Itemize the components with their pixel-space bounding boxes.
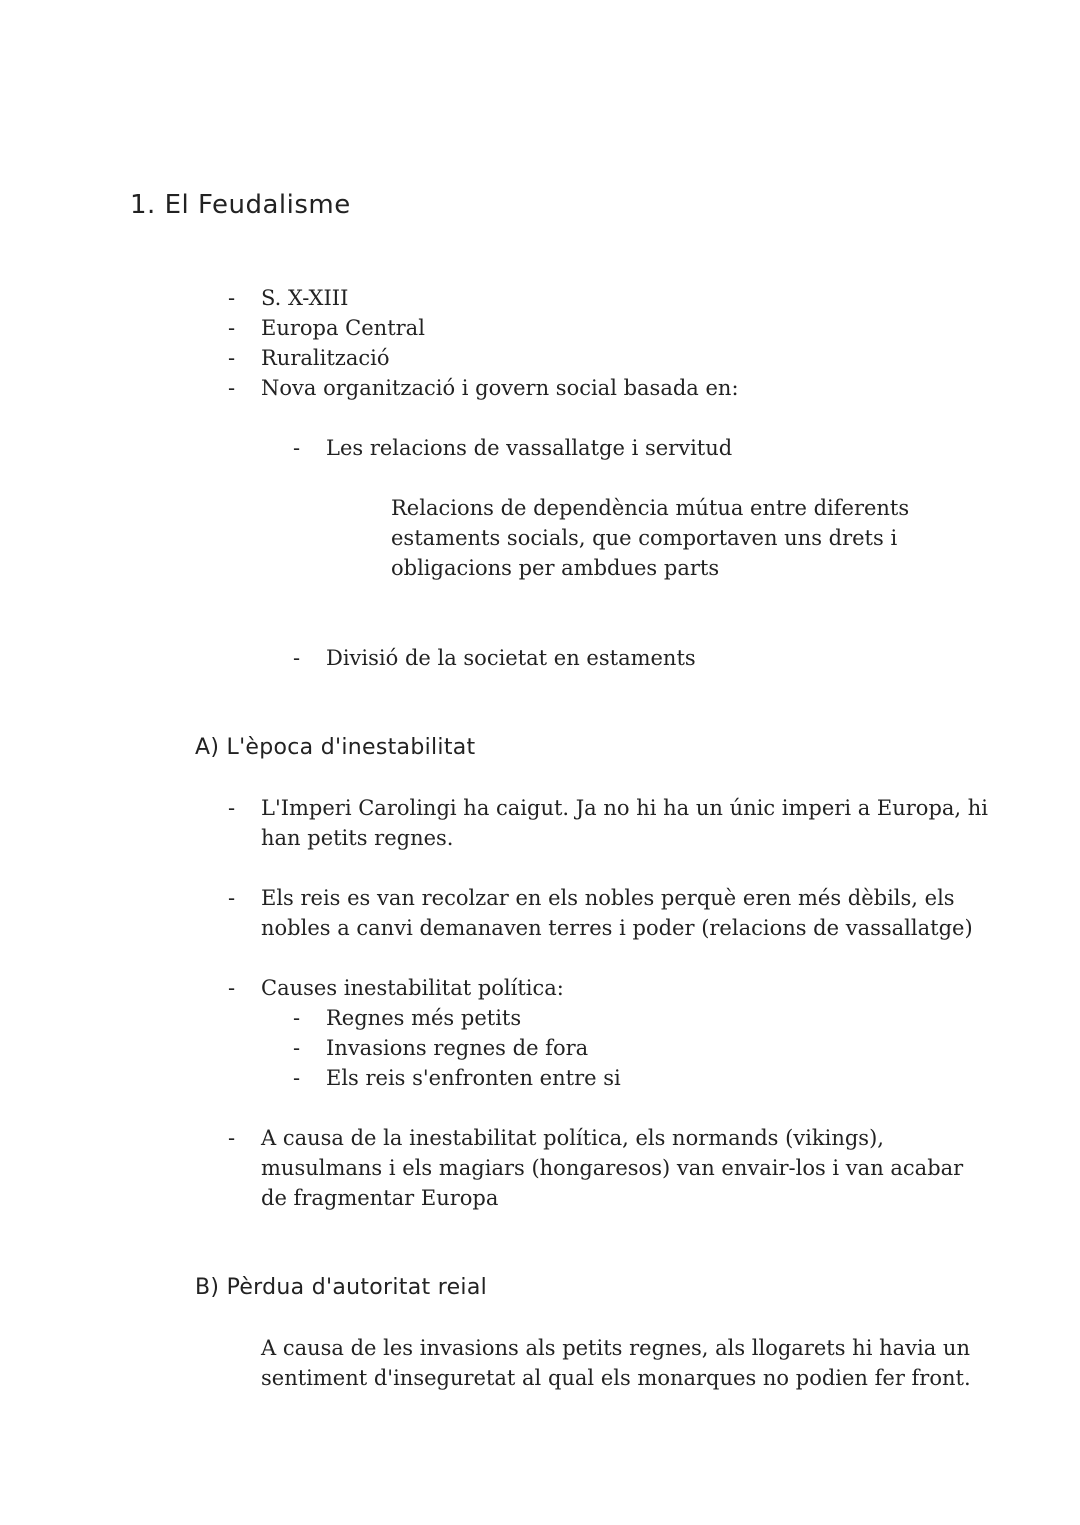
bullet-dash: - — [293, 1006, 301, 1030]
list-item-line: nobles a canvi demanaven terres i poder (relacions de vassallatge) — [261, 916, 973, 940]
list-item: S. X-XIII — [261, 286, 349, 310]
sub-list-item: Regnes més petits — [326, 1006, 522, 1030]
bullet-dash: - — [228, 346, 236, 370]
sub-list-item: Els reis s'enfronten entre si — [326, 1066, 621, 1090]
list-item-line: musulmans i els magiars (hongaresos) van envair-los i van acabar — [261, 1156, 964, 1180]
list-item-line: Els reis es van recolzar en els nobles perquè eren més dèbils, els — [261, 886, 955, 910]
sub-list-item: Les relacions de vassallatge i servitud — [326, 436, 733, 460]
bullet-dash: - — [293, 1066, 301, 1090]
list-item: Causes inestabilitat política: — [261, 976, 564, 1000]
sub-list-item: Divisió de la societat en estaments — [326, 646, 696, 670]
bullet-dash: - — [228, 796, 236, 820]
list-item: Europa Central — [261, 316, 425, 340]
bullet-dash: - — [293, 1036, 301, 1060]
bullet-dash: - — [228, 1126, 236, 1150]
definition-line: Relacions de dependència mútua entre diferents — [391, 496, 910, 520]
sub-list-item: Invasions regnes de fora — [326, 1036, 589, 1060]
paragraph-line: sentiment d'inseguretat al qual els monarques no podien fer front. — [261, 1366, 971, 1390]
bullet-dash: - — [228, 886, 236, 910]
section-b-heading: B) Pèrdua d'autoritat reial — [195, 1275, 488, 1300]
section-a-heading: A) L'època d'inestabilitat — [195, 735, 476, 760]
bullet-dash: - — [228, 316, 236, 340]
bullet-dash: - — [293, 646, 301, 670]
list-item: Nova organització i govern social basada en: — [261, 376, 739, 400]
list-item-line: L'Imperi Carolingi ha caigut. Ja no hi ha un únic imperi a Europa, hi — [261, 796, 989, 820]
bullet-dash: - — [228, 376, 236, 400]
definition-line: obligacions per ambdues parts — [391, 556, 720, 580]
list-item-line: de fragmentar Europa — [261, 1186, 499, 1210]
list-item-line: A causa de la inestabilitat política, els normands (vikings), — [261, 1126, 884, 1150]
bullet-dash: - — [293, 436, 301, 460]
paragraph-line: A causa de les invasions als petits regnes, als llogarets hi havia un — [261, 1336, 970, 1360]
definition-line: estaments socials, que comportaven uns drets i — [391, 526, 898, 550]
bullet-dash: - — [228, 976, 236, 1000]
page-title: 1. El Feudalisme — [130, 190, 351, 220]
bullet-dash: - — [228, 286, 236, 310]
list-item: Ruralització — [261, 346, 390, 370]
list-item-line: han petits regnes. — [261, 826, 454, 850]
